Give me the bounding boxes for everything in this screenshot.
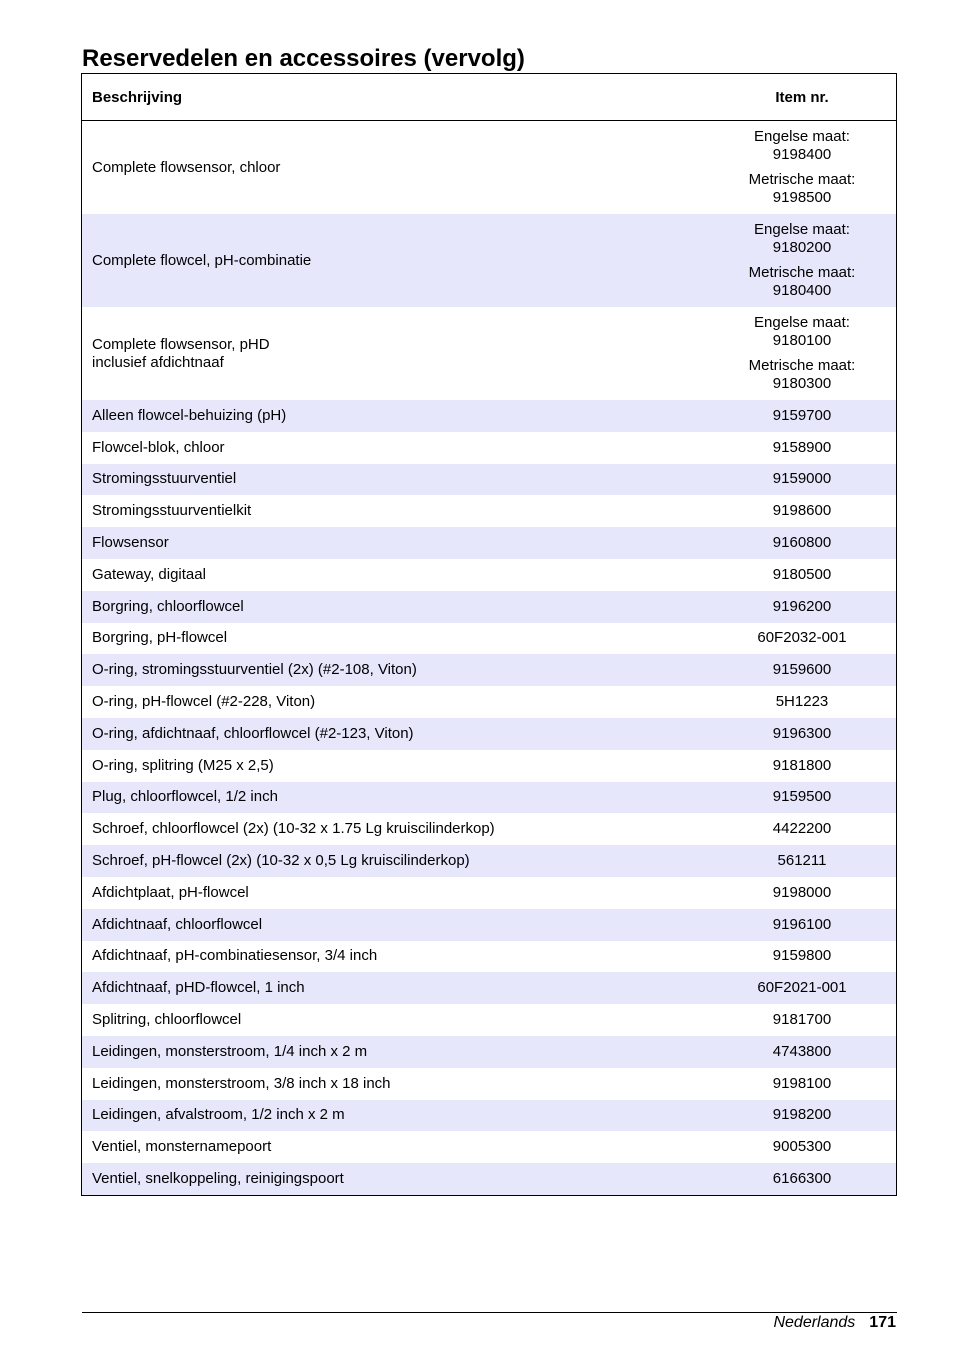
column-header-item-number: Item nr. (708, 74, 897, 121)
row-description: Leidingen, monsterstroom, 3/8 inch x 18 inch (92, 1074, 391, 1092)
size-label: Metrische maat: (748, 171, 856, 188)
size-entry (708, 171, 896, 207)
row-description (82, 121, 709, 215)
page-title: Reservedelen en accessoires (vervolg) (82, 45, 525, 72)
row-description: O-ring, pH-flowcel (#2-228, Viton) (92, 693, 316, 711)
row-item-number: 6166300 (708, 1163, 897, 1195)
size-item-number: 9180300 (772, 375, 832, 392)
table-row (82, 1004, 897, 1036)
table-row (82, 591, 897, 623)
table-row (82, 307, 897, 400)
row-description: Plug, chloorflowcel, 1/2 inch (82, 782, 709, 814)
row-item-number: 9198600 (772, 502, 832, 520)
row-description: Afdichtnaaf, pHD-flowcel, 1 inch (82, 972, 709, 1004)
table-row (82, 941, 897, 973)
row-item-numbers (708, 214, 897, 307)
parts-table (81, 73, 897, 1196)
table-row (82, 623, 897, 655)
row-item-number: 9181700 (772, 1011, 832, 1029)
row-description: Afdichtnaaf, pH-combinatiesensor, 3/4 inch (92, 947, 378, 965)
row-item-number: 9198000 (772, 883, 832, 901)
row-description: Schroef, pH-flowcel (2x) (10-32 x 0,5 Lg kruiscilinderkop) (82, 845, 709, 877)
size-item-number: 9180400 (772, 282, 832, 299)
row-item-numbers (708, 307, 897, 400)
row-description (82, 214, 709, 307)
table-row (82, 654, 897, 686)
row-description: Splitring, chloorflowcel (92, 1011, 242, 1029)
size-entry (708, 314, 896, 350)
row-description: O-ring, stromingsstuurventiel (2x) (#2-108, Viton) (82, 654, 709, 686)
size-entry (708, 221, 896, 257)
table-row (82, 877, 897, 909)
row-description: Borgring, chloorflowcel (82, 591, 709, 623)
row-item-number: 5H1223 (775, 693, 829, 711)
table-row (82, 750, 897, 782)
row-description: Afdichtplaat, pH-flowcel (92, 883, 249, 901)
size-entry (708, 128, 896, 164)
row-item-number: 9181800 (772, 756, 832, 774)
row-description: Alleen flowcel-behuizing (pH) (82, 400, 709, 432)
table-row (82, 1163, 897, 1195)
table-row (82, 782, 897, 814)
size-label: Metrische maat: (748, 357, 856, 374)
row-description: Schroef, chloorflowcel (2x) (10-32 x 1.75 Lg kruiscilinderkop) (92, 820, 495, 838)
size-item-number: 9180200 (772, 239, 832, 256)
table-row (82, 845, 897, 877)
size-item-number: 9180100 (772, 332, 832, 349)
table-row (82, 214, 897, 307)
size-label: Metrische maat: (748, 264, 856, 281)
row-item-number: 9159600 (708, 654, 897, 686)
row-description: Gateway, digitaal (92, 565, 206, 583)
row-description: Flowcel-blok, chloor (92, 438, 225, 456)
row-item-number: 9196100 (708, 909, 897, 941)
row-item-number: 9196300 (708, 718, 897, 750)
table-row (82, 432, 897, 464)
table-body (82, 121, 897, 1196)
size-label: Engelse maat: (754, 128, 850, 145)
table-row (82, 718, 897, 750)
row-item-number: 9159000 (708, 464, 897, 496)
row-description: Borgring, pH-flowcel (92, 629, 228, 647)
table-row (82, 1036, 897, 1068)
table-row (82, 686, 897, 718)
table-row (82, 400, 897, 432)
row-item-number: 561211 (708, 845, 897, 877)
row-item-number: 60F2032-001 (757, 629, 847, 647)
row-item-number: 9159800 (772, 947, 832, 965)
page-number: 171 (869, 1314, 896, 1331)
row-description (82, 307, 709, 400)
row-item-number: 9005300 (772, 1138, 832, 1156)
size-entry (708, 357, 896, 393)
row-description: Ventiel, snelkoppeling, reinigingspoort (82, 1163, 709, 1195)
row-description: O-ring, afdichtnaaf, chloorflowcel (#2-123, Viton) (82, 718, 709, 750)
row-item-number: 60F2021-001 (708, 972, 897, 1004)
row-description: Leidingen, monsterstroom, 1/4 inch x 2 m (82, 1036, 709, 1068)
row-description: O-ring, splitring (M25 x 2,5) (92, 756, 274, 774)
size-entry (708, 264, 896, 300)
page-footer (773, 1312, 896, 1334)
table-row (82, 121, 897, 215)
row-item-number: 9159700 (708, 400, 897, 432)
table-row (82, 559, 897, 591)
row-item-number: 9159500 (708, 782, 897, 814)
row-description: Leidingen, afvalstroom, 1/2 inch x 2 m (82, 1100, 709, 1132)
table-header-row (82, 74, 897, 121)
size-item-number: 9198400 (772, 146, 832, 163)
row-description: Stromingsstuurventiel (82, 464, 709, 496)
row-item-numbers (708, 121, 897, 215)
table-row (82, 1068, 897, 1100)
size-label: Engelse maat: (754, 314, 850, 331)
table-row (82, 813, 897, 845)
column-header-description: Beschrijving (82, 74, 709, 121)
row-item-number: 9198100 (772, 1074, 832, 1092)
table-row (82, 464, 897, 496)
footer-language: Nederlands (773, 1314, 856, 1331)
row-item-number: 9198200 (708, 1100, 897, 1132)
table-row (82, 1100, 897, 1132)
size-label: Engelse maat: (754, 221, 850, 238)
row-description: Stromingsstuurventielkit (92, 502, 252, 520)
row-description: Afdichtnaaf, chloorflowcel (82, 909, 709, 941)
row-description: Ventiel, monsternamepoort (92, 1138, 272, 1156)
row-description-line: Complete flowsensor, pHD (92, 335, 270, 353)
table-row (82, 1131, 897, 1163)
row-item-number: 4743800 (708, 1036, 897, 1068)
table-row (82, 527, 897, 559)
row-description: Flowsensor (82, 527, 709, 559)
table-row (82, 495, 897, 527)
row-description-line: Complete flowcel, pH-combinatie (92, 251, 312, 269)
row-item-number: 4422200 (772, 820, 832, 838)
size-item-number: 9198500 (772, 189, 832, 206)
row-item-number: 9196200 (708, 591, 897, 623)
row-description-line: inclusief afdichtnaaf (92, 353, 224, 371)
table-row (82, 909, 897, 941)
row-description-line: Complete flowsensor, chloor (92, 158, 281, 176)
table-row (82, 972, 897, 1004)
row-item-number: 9180500 (772, 565, 832, 583)
row-item-number: 9158900 (772, 438, 832, 456)
row-item-number: 9160800 (708, 527, 897, 559)
